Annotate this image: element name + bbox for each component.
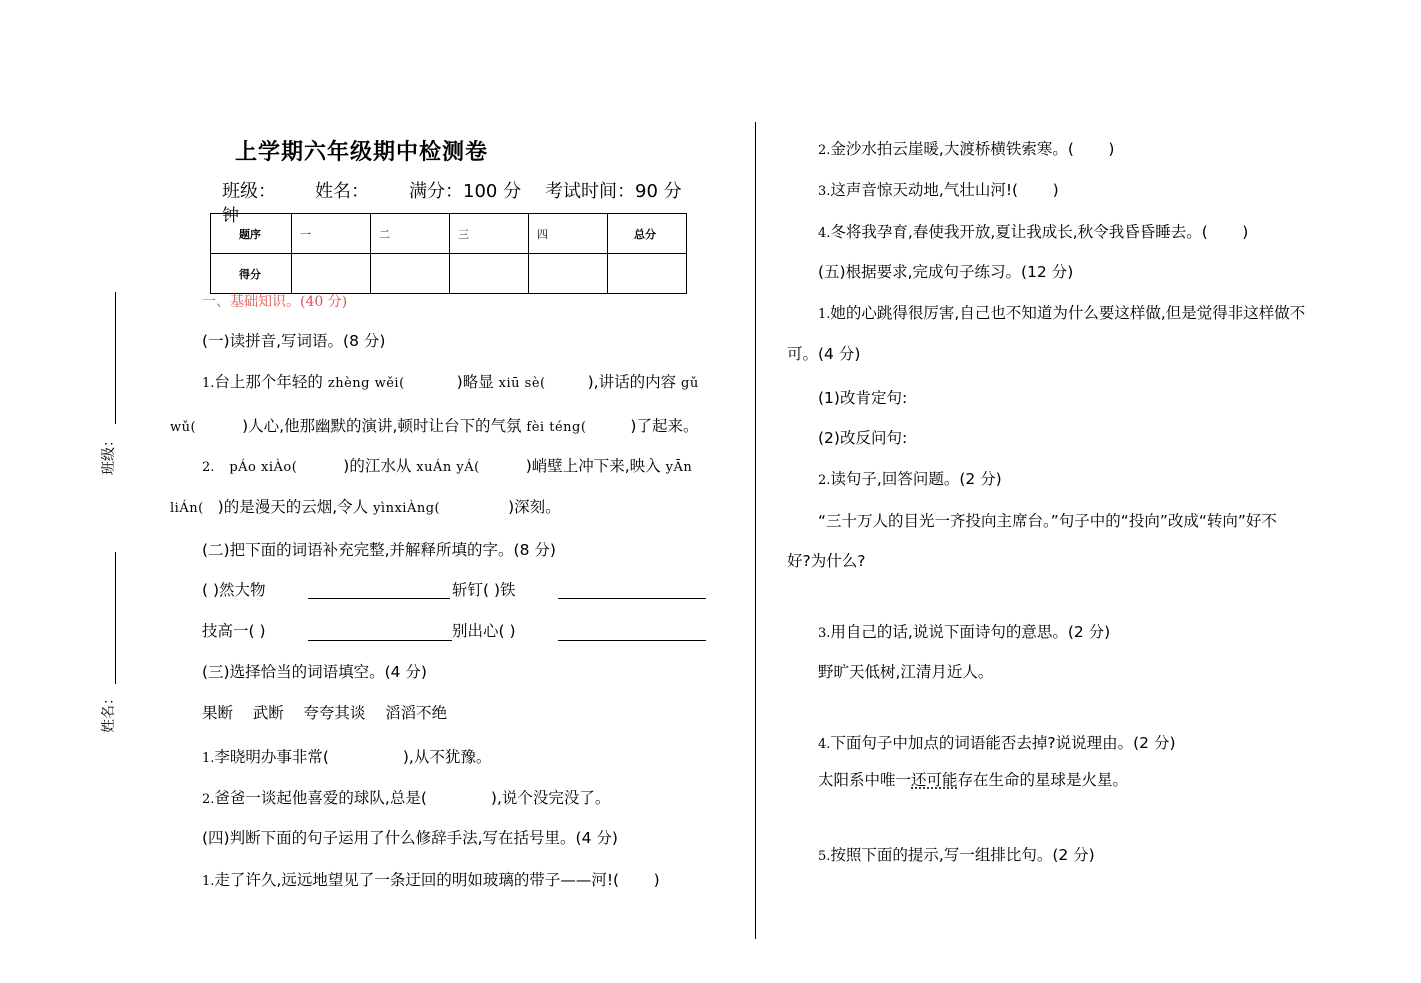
exam-time: 考试时间：90 分 [545,181,682,202]
score-input-cell[interactable] [371,254,450,294]
page-title: 上学期六年级期中检测卷 [235,140,489,165]
quote-text: 好?为什么? [787,552,866,570]
question-line: 可。(4 分) [787,345,861,363]
question-line: wǔ( )人心,他那幽默的演讲,顿时让台下的气氛 fèi téng( )了起来。 [170,417,699,435]
binding-line [115,292,116,424]
idiom-item: ( )然大物 [202,581,266,599]
question-line: 4.下面句子中加点的词语能否去掉?说说理由。(2 分) [818,734,1176,752]
full-score: 满分：100 分 [409,181,522,202]
part-title: (四)判断下面的句子运用了什么修辞手法,写在括号里。(4 分) [202,829,618,847]
table-cell: 题序 [211,214,292,254]
idiom-item: 别出心( ) [452,622,516,640]
section-heading: 一、基础知识。(40 分) [202,294,348,310]
quote-text: “三十万人的目光一齐投向主席台。”句子中的“投向”改成“转向”好不 [818,512,1277,530]
idiom-item: 技高一( ) [202,622,266,640]
table-cell: 得分 [211,254,292,294]
table-cell: 总分 [608,214,687,254]
score-table-score-row [211,254,687,294]
sidebar-class-label: 班级： [101,433,117,475]
part-title: (二)把下面的词语补充完整,并解释所填的字。(8 分) [202,541,556,559]
part-title: (一)读拼音,写词语。(8 分) [202,332,386,350]
exam-time-unit: 钟 [222,206,239,226]
question-line: liÁn( )的是漫天的云烟,令人 yìnxiÀng( )深刻。 [170,498,561,516]
score-table [210,213,687,294]
score-input-cell[interactable] [450,254,529,294]
score-input-cell[interactable] [608,254,687,294]
answer-line[interactable] [558,624,706,641]
question-line: 2.读句子,回答问题。(2 分) [818,470,1002,488]
sub-question: (2)改反问句: [818,429,908,447]
question-line: 2. pÁo xiÀo( )的江水从 xuÁn yÁ( )峭壁上冲下来,映入 yĀn [202,457,693,475]
question-line: 3.这声音惊天动地,气壮山河!( ) [818,181,1059,199]
sub-question: (1)改肯定句: [818,389,908,407]
score-input-cell[interactable] [529,254,608,294]
class-label: 班级： [222,181,276,202]
table-cell: 四 [529,214,608,254]
question-line: 3.用自己的话,说说下面诗句的意思。(2 分) [818,623,1111,641]
word-bank: 果断 武断 夸夸其谈 滔滔不绝 [202,704,448,722]
table-cell: 一 [292,214,371,254]
name-label: 姓名： [315,181,369,202]
dotted-word: 还可能 [911,771,958,789]
score-table-header-row [211,214,687,254]
question-line: 1.走了许久,远远地望见了一条迂回的明如玻璃的带子——河!( ) [202,871,660,889]
answer-line[interactable] [558,582,706,599]
question-line: 2.金沙水拍云崖暖,大渡桥横铁索寒。( ) [818,140,1115,158]
question-line: 1.李晓明办事非常( ),从不犹豫。 [202,748,492,766]
question-line: 1.她的心跳得很厉害,自己也不知道为什么要这样做,但是觉得非这样做不 [818,304,1306,322]
table-cell: 三 [450,214,529,254]
sentence-text: 太阳系中唯一还可能存在生命的星球是火星。 [818,771,1129,789]
poem-text: 野旷天低树,江清月近人。 [818,663,994,681]
part-title: (五)根据要求,完成句子练习。(12 分) [818,263,1074,281]
idiom-item: 斩钉( )铁 [452,581,516,599]
column-divider [755,122,756,939]
answer-line[interactable] [308,582,450,599]
question-line: 5.按照下面的提示,写一组排比句。(2 分) [818,846,1095,864]
sidebar-name-label: 姓名： [101,691,117,733]
question-line: 2.爸爸一谈起他喜爱的球队,总是( ),说个没完没了。 [202,789,611,807]
binding-line [115,552,116,684]
score-input-cell[interactable] [292,254,371,294]
question-line: 4.冬将我孕育,春使我开放,夏让我成长,秋令我昏昏睡去。( ) [818,223,1249,241]
answer-line[interactable] [308,624,452,641]
question-line: 1.台上那个年轻的 zhèng wěi( )略显 xiū sè( ),讲话的内容 gǔ [202,373,699,391]
table-cell: 二 [371,214,450,254]
part-title: (三)选择恰当的词语填空。(4 分) [202,663,427,681]
